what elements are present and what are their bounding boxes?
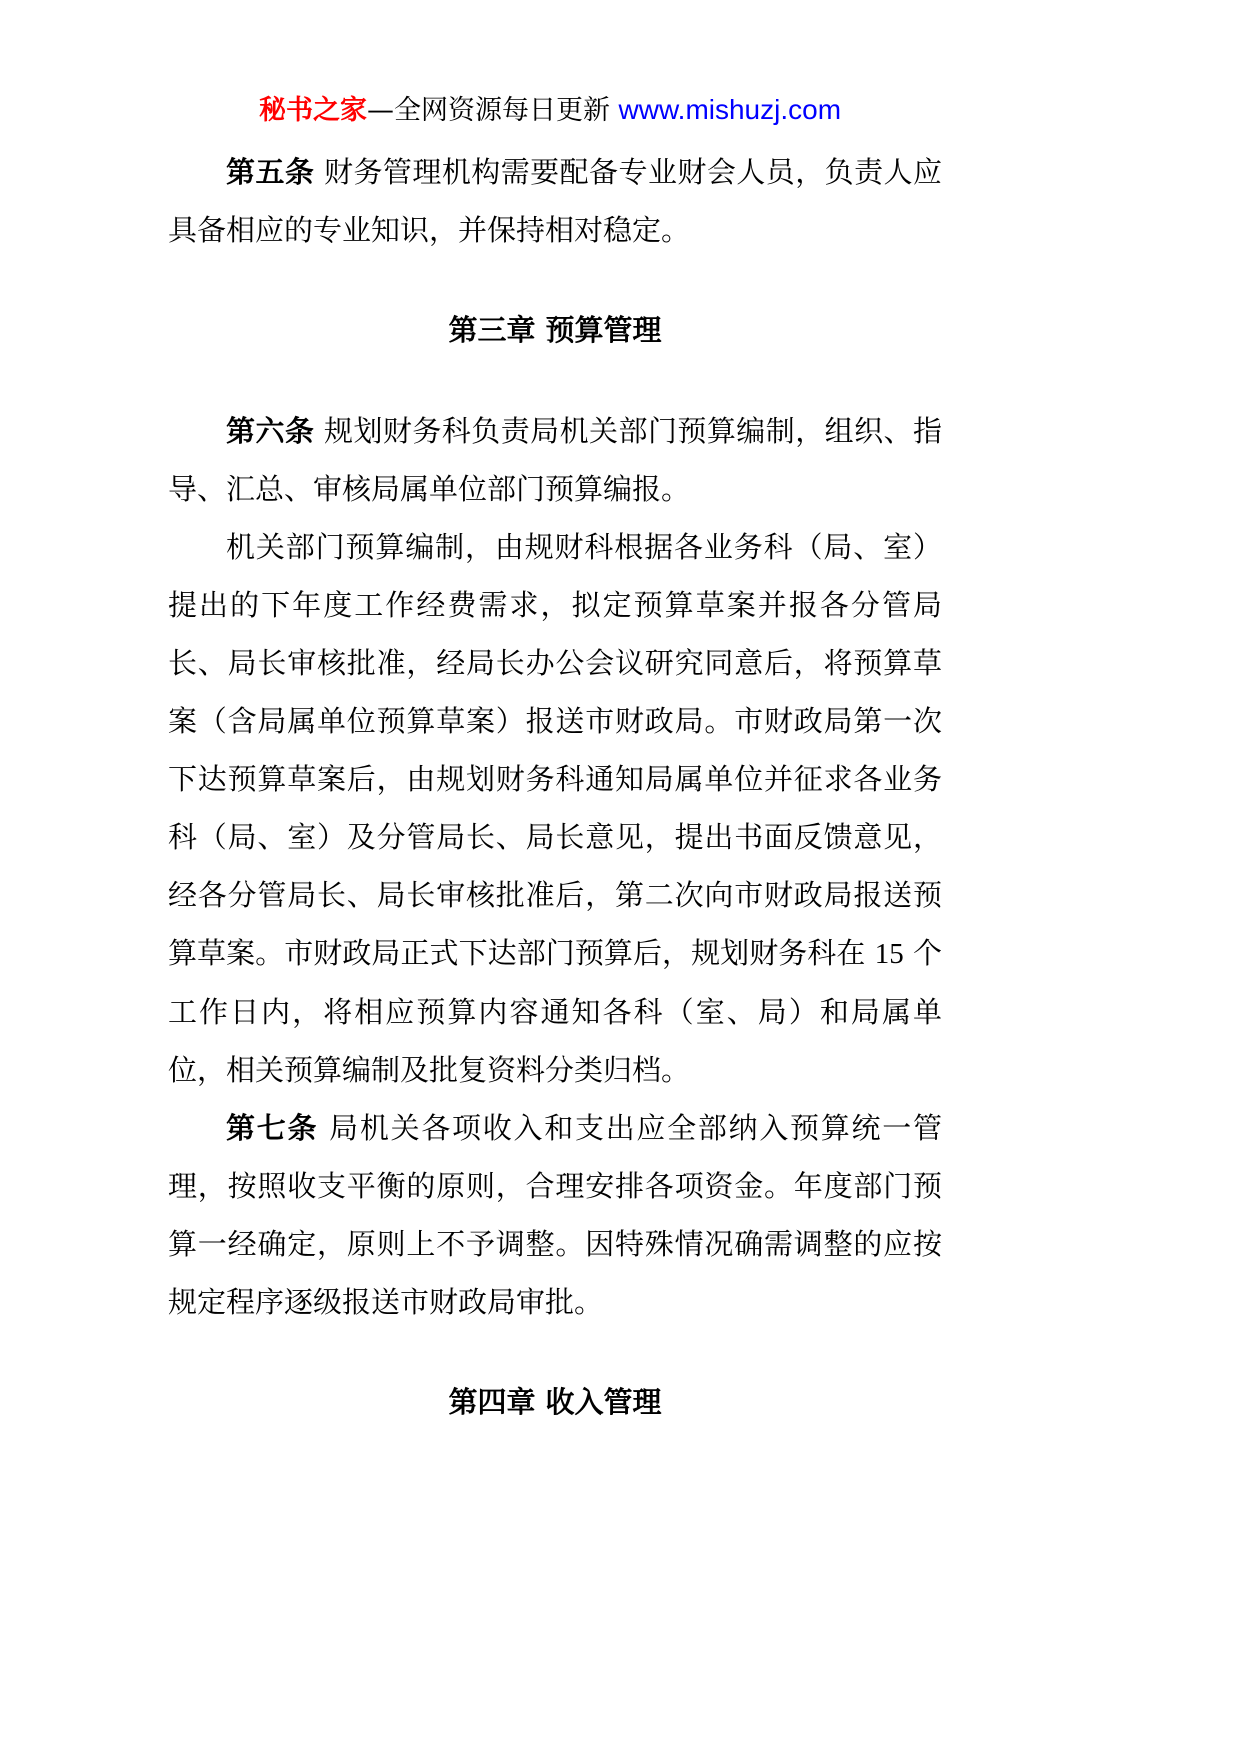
article-5-label: 第五条	[226, 155, 315, 189]
document-body	[168, 143, 942, 1474]
article-6-p2-text-after: 个工作日内，将相应预算内容通知各科（室、局）和局属单位，相关预算编制及批复资料分类归档。	[168, 936, 942, 1087]
article-7	[168, 1099, 942, 1331]
article-7-label: 第七条	[226, 1111, 319, 1145]
article-6-p2-number: 15	[874, 938, 904, 970]
page-header	[0, 88, 1100, 133]
article-6	[168, 402, 942, 518]
header-tagline: —全网资源每日更新	[366, 95, 619, 126]
article-6-paragraph-2	[168, 518, 942, 1099]
brand-name: 秘书之家	[258, 95, 367, 126]
chapter-4-heading: 第四章 收入管理	[448, 1385, 662, 1419]
article-5-text: 财务管理机构需要配备专业财会人员，负责人应具备相应的专业知识，并保持相对稳定。	[168, 155, 942, 247]
article-6-label: 第六条	[226, 414, 315, 448]
chapter-3-heading: 第三章 预算管理	[448, 313, 662, 347]
article-7-text: 局机关各项收入和支出应全部纳入预算统一管理，按照收支平衡的原则，合理安排各项资金。年度部门预算一经确定，原则上不予调整。因特殊情况确需调整的应按规定程序逐级报送市财政局审批。	[168, 1111, 942, 1319]
website-url: www.mishuzj.com	[618, 94, 842, 125]
article-6-p2-text-before: 机关部门预算编制，由规财科根据各业务科（局、室）提出的下年度工作经费需求，拟定预算草案并报各分管局长、局长审核批准，经局长办公会议研究同意后，将预算草案（含局属单位预算草案）报送市财政局。市财政局第一次下达预算草案后，由规划财务科通知局属单位并征求各业务科（局、室）及分管局长、局长意见，提出书面反馈意见，经各分管局长、局长审核批准后，第二次向市财政局报送预算草案。市财政局正式下达部门预算后，规划财务科在	[168, 530, 942, 970]
article-6-text: 规划财务科负责局机关部门预算编制，组织、指导、汇总、审核局属单位部门预算编报。	[168, 414, 942, 506]
article-5	[168, 143, 942, 259]
